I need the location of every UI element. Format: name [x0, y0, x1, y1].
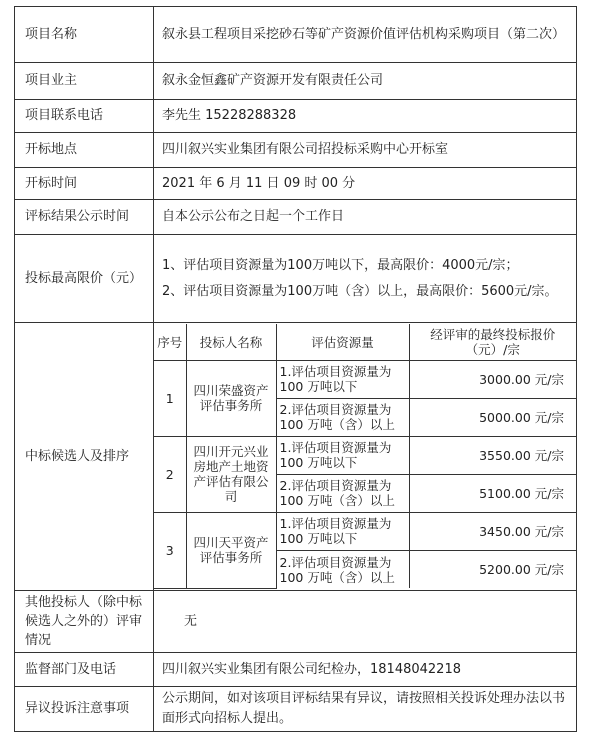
label-contact: 项目联系电话 — [15, 100, 154, 133]
header-resource: 评估资源量 — [276, 324, 409, 360]
candidate-price-2: 5000.00 元/宗 — [409, 398, 576, 436]
row-candidates — [15, 323, 577, 591]
candidate-resource-2: 2.评估项目资源量为 100 万吨（含）以上 — [276, 474, 409, 512]
value-others: 无 — [154, 591, 577, 653]
row-max-price — [15, 235, 577, 323]
value-supervisor: 四川叙兴实业集团有限公司纪检办，18148042218 — [154, 653, 577, 687]
candidate-price-1: 3450.00 元/宗 — [409, 512, 576, 550]
label-others: 其他投标人（除中标候选人之外的）评审情况 — [15, 591, 154, 653]
bid-result-table — [14, 6, 577, 732]
row-time — [15, 168, 577, 200]
max-price-line-2: 2、评估项目资源量为100万吨（含）以上，最高限价：5600元/宗。 — [162, 283, 558, 299]
candidate-name: 四川荣盛资产评估事务所 — [186, 360, 276, 436]
row-location — [15, 133, 577, 168]
label-supervisor: 监督部门及电话 — [15, 653, 154, 687]
row-project-name — [15, 7, 577, 63]
candidate-name: 四川天平资产评估事务所 — [186, 512, 276, 588]
value-project-name: 叙永县工程项目采挖砂石等矿产资源价值评估机构采购项目（第二次） — [154, 7, 577, 63]
label-time: 开标时间 — [15, 168, 154, 200]
row-supervisor — [15, 653, 577, 687]
label-announce: 评标结果公示时间 — [15, 200, 154, 235]
label-owner: 项目业主 — [15, 63, 154, 100]
candidate-name: 四川开元兴业房地产土地资产评估有限公司 — [186, 436, 276, 512]
candidates-header-row — [154, 324, 576, 360]
label-location: 开标地点 — [15, 133, 154, 168]
label-objection: 异议投诉注意事项 — [15, 687, 154, 732]
row-objection — [15, 687, 577, 732]
candidate-rank: 3 — [154, 512, 186, 588]
candidates-table — [154, 324, 576, 589]
candidate-rank: 2 — [154, 436, 186, 512]
value-owner: 叙永金恒鑫矿产资源开发有限责任公司 — [154, 63, 577, 100]
candidate-price-2: 5200.00 元/宗 — [409, 550, 576, 588]
candidate-resource-1: 1.评估项目资源量为 100 万吨以下 — [276, 512, 409, 550]
candidate-resource-2: 2.评估项目资源量为 100 万吨（含）以上 — [276, 550, 409, 588]
label-candidates: 中标候选人及排序 — [15, 323, 154, 591]
row-contact — [15, 100, 577, 133]
candidate-price-2: 5100.00 元/宗 — [409, 474, 576, 512]
value-objection: 公示期间，如对该项目评标结果有异议，请按照相关投诉处理办法以书面形式向招标人提出。 — [154, 687, 577, 732]
candidates-cell — [154, 323, 577, 591]
candidate-price-1: 3550.00 元/宗 — [409, 436, 576, 474]
candidate-resource-1: 1.评估项目资源量为 100 万吨以下 — [276, 436, 409, 474]
table-row — [154, 512, 576, 550]
value-location: 四川叙兴实业集团有限公司招投标采购中心开标室 — [154, 133, 577, 168]
label-project-name: 项目名称 — [15, 7, 154, 63]
header-price: 经评审的最终投标报价（元）/宗 — [409, 324, 576, 360]
candidate-rank: 1 — [154, 360, 186, 436]
header-rank: 序号 — [154, 324, 186, 360]
table-row — [154, 436, 576, 474]
value-announce: 自本公示公布之日起一个工作日 — [154, 200, 577, 235]
value-max-price — [154, 235, 577, 323]
table-row — [154, 360, 576, 398]
value-contact: 李先生 15228288328 — [154, 100, 577, 133]
candidate-price-1: 3000.00 元/宗 — [409, 360, 576, 398]
label-max-price: 投标最高限价（元） — [15, 235, 154, 323]
candidate-resource-2: 2.评估项目资源量为 100 万吨（含）以上 — [276, 398, 409, 436]
value-time: 2021 年 6 月 11 日 09 时 00 分 — [154, 168, 577, 200]
row-owner — [15, 63, 577, 100]
max-price-line-1: 1、评估项目资源量为100万吨以下，最高限价：4000元/宗； — [162, 257, 519, 273]
candidate-resource-1: 1.评估项目资源量为 100 万吨以下 — [276, 360, 409, 398]
header-bidder: 投标人名称 — [186, 324, 276, 360]
row-announce — [15, 200, 577, 235]
row-others — [15, 591, 577, 653]
